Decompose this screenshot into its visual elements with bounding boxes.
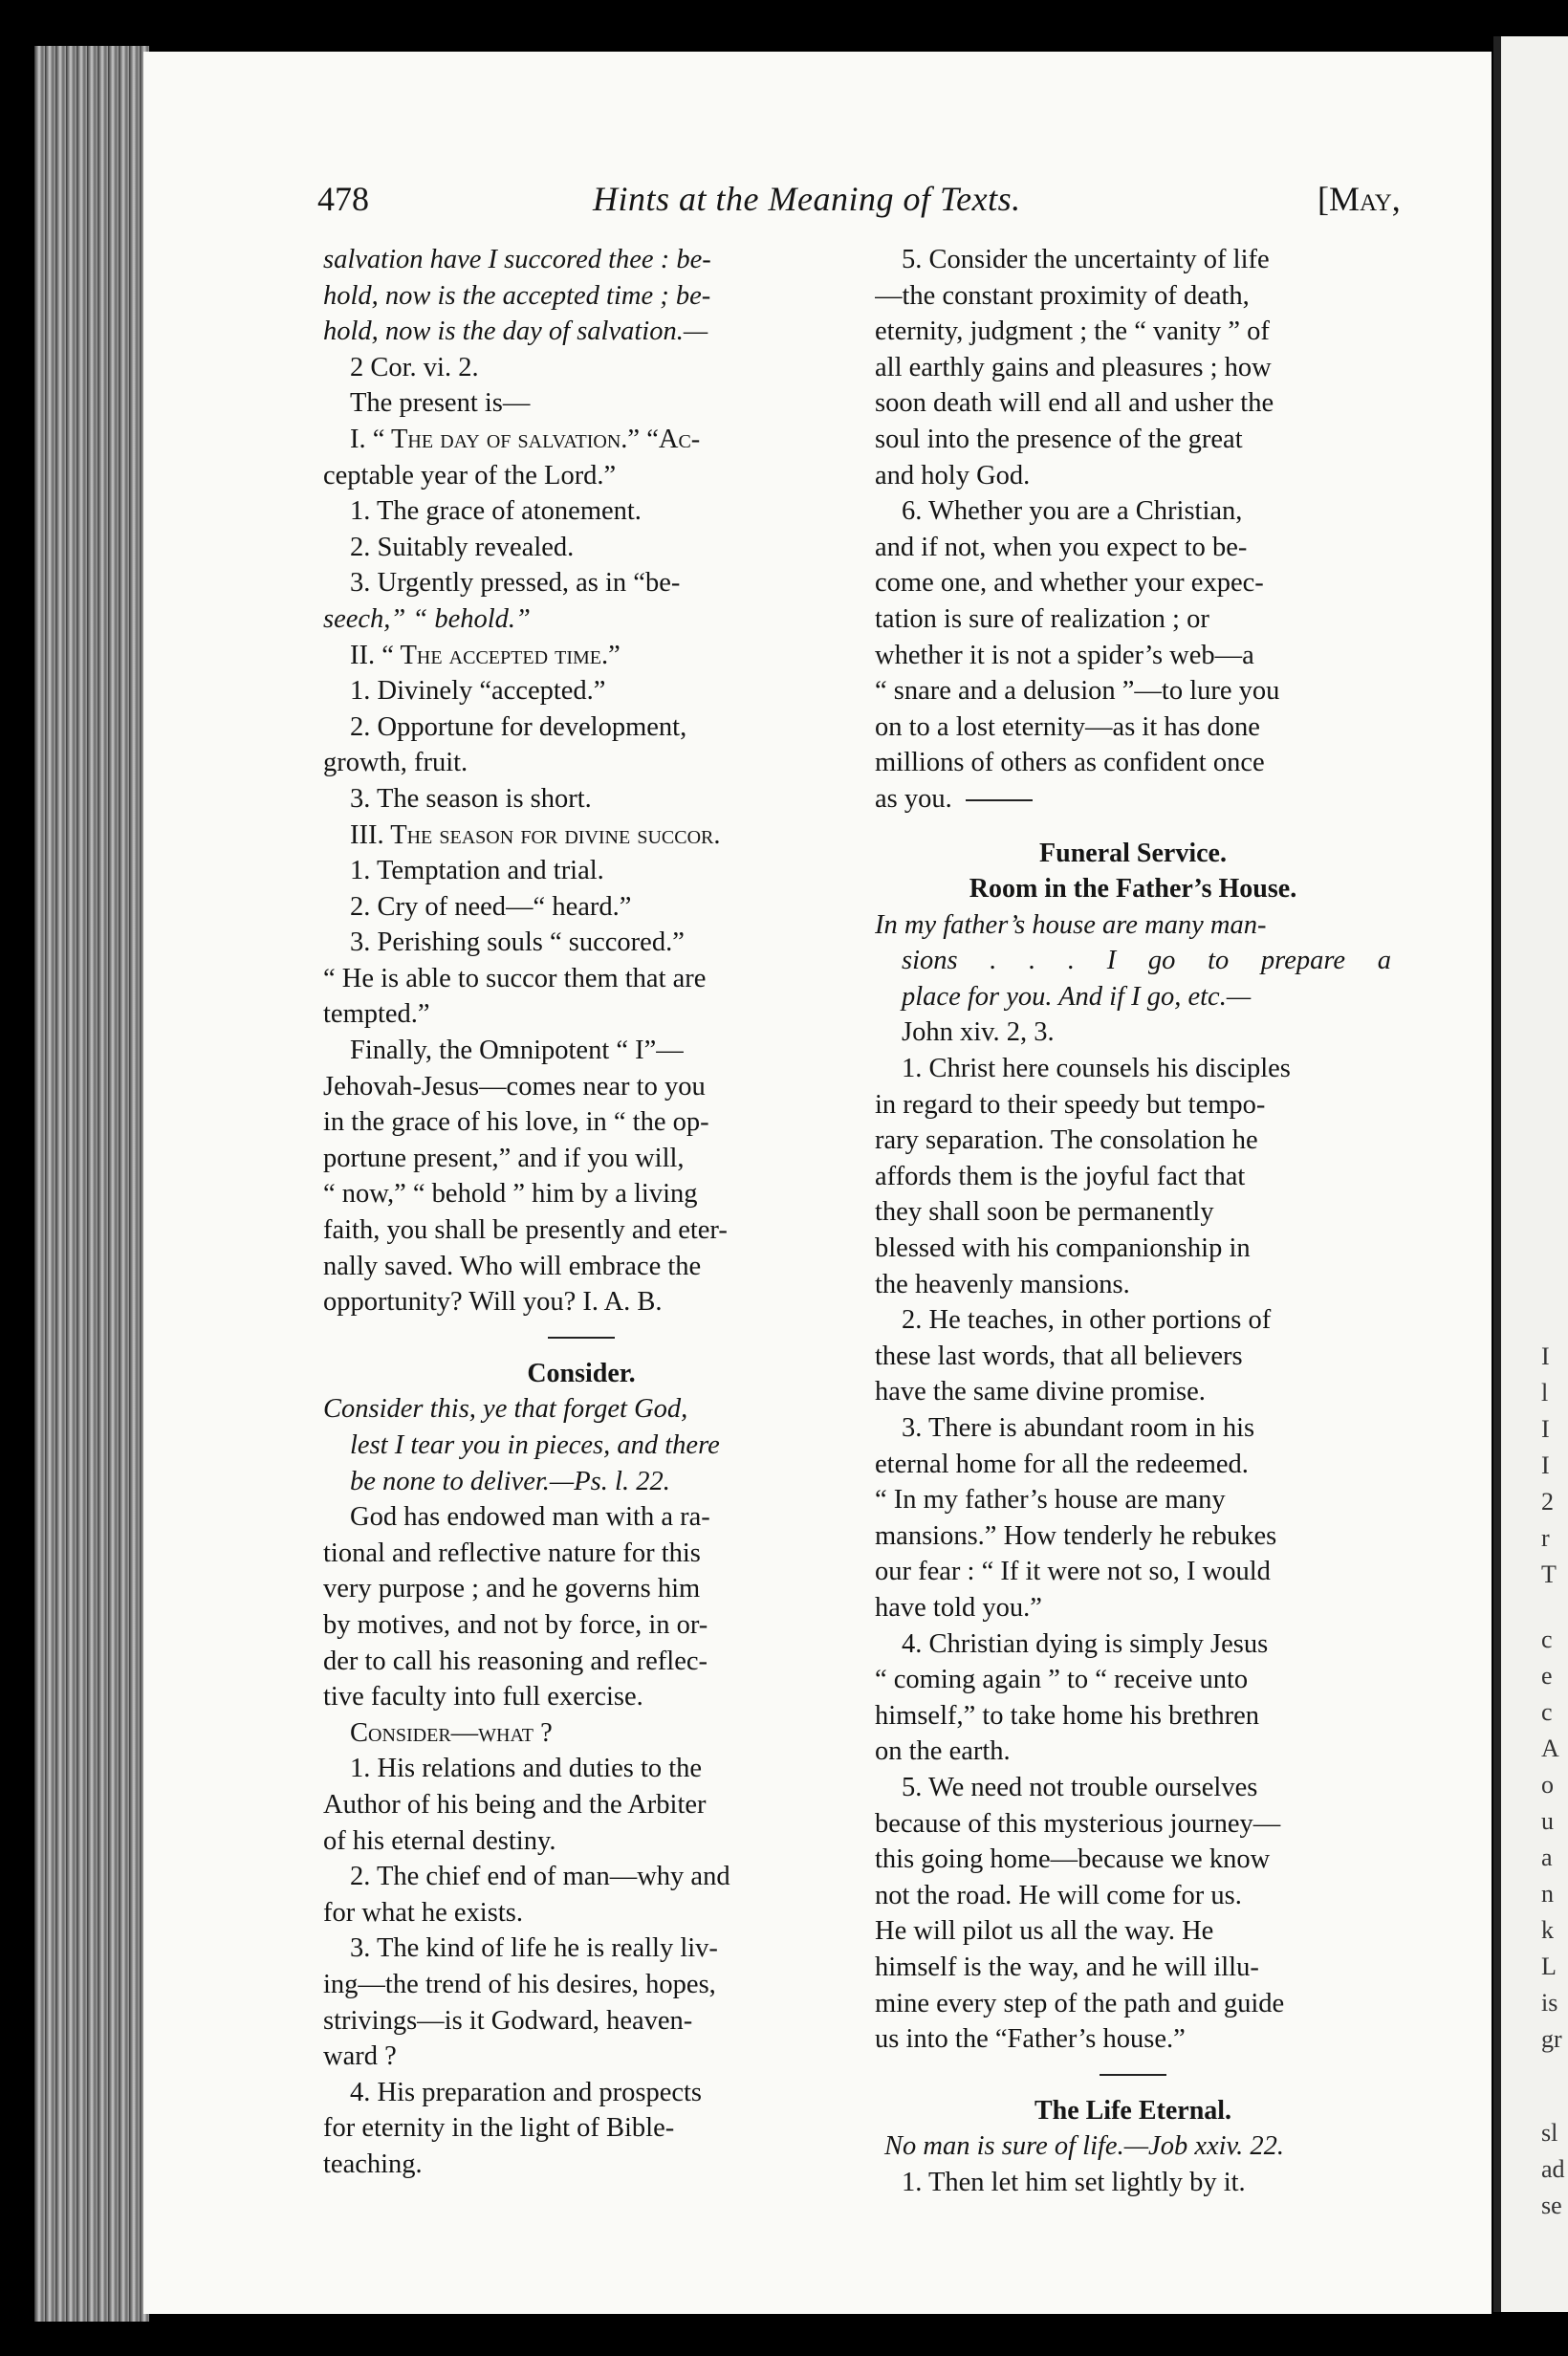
- facing-fragment: ad: [1541, 2155, 1565, 2183]
- text-line: all earthly gains and pleasures ; how: [875, 352, 1272, 382]
- outline-item: 1. The grace of atonement.: [350, 496, 642, 527]
- section-divider: [966, 799, 1033, 801]
- text-line: teaching.: [323, 2149, 423, 2179]
- facing-fragment: o: [1541, 1771, 1554, 1799]
- outline-point: I. “ The day of salvation.” “Ac-: [350, 424, 701, 454]
- facing-fragment: is: [1541, 1989, 1558, 2017]
- text-line: faith, you shall be presently and eter-: [323, 1215, 728, 1246]
- facing-fragment: sl: [1541, 2119, 1558, 2147]
- outline-item: 2. Suitably revealed.: [350, 532, 575, 562]
- text-line: this going home—because we know: [875, 1844, 1271, 1875]
- text-line: place for you. And if I go, etc.—: [902, 981, 1252, 1012]
- gutter-shadow: [1493, 36, 1501, 2312]
- text-line: himself,” to take home his brethren: [875, 1700, 1260, 1731]
- outline-item: 6. Whether you are a Christian,: [902, 496, 1243, 527]
- text-line: the heavenly mansions.: [875, 1269, 1130, 1299]
- scripture-reference: 2 Cor. vi. 2.: [350, 352, 479, 382]
- outline-item: 3. Perishing souls “ succored.”: [350, 927, 685, 958]
- text-line: The present is—: [350, 388, 531, 419]
- text-line: “ He is able to succor them that are: [323, 963, 707, 993]
- text-line: Consider—what ?: [350, 1717, 553, 1748]
- text-line: very purpose ; and he governs him: [323, 1574, 701, 1604]
- facing-fragment: se: [1541, 2192, 1562, 2219]
- facing-fragment: I: [1541, 1415, 1550, 1443]
- outline-item: 3. The kind of life he is really liv-: [350, 1933, 718, 1964]
- text-line: mansions.” How tenderly he rebukes: [875, 1520, 1277, 1551]
- text-line: us into the “Father’s house.”: [875, 2024, 1186, 2055]
- section-heading-life-eternal: The Life Eternal.: [1034, 2095, 1232, 2126]
- text-line: sions . . . I go to prepare a: [902, 946, 1391, 976]
- facing-fragment: l: [1541, 1379, 1549, 1407]
- text-line: soon death will end all and usher the: [875, 388, 1274, 419]
- text-line: in regard to their speedy but tempo-: [875, 1089, 1266, 1120]
- outline-item: 4. Christian dying is simply Jesus: [902, 1628, 1269, 1659]
- text-line: Finally, the Omnipotent “ I”—: [350, 1036, 684, 1066]
- text-line: hold, now is the day of salvation.—: [323, 316, 708, 347]
- text-line: “ snare and a delusion ”—to lure you: [875, 676, 1280, 707]
- text-line: seech,” “ behold.”: [323, 603, 531, 634]
- text-line: eternity, judgment ; the “ vanity ” of: [875, 316, 1270, 347]
- text-line: come one, and whether your expec-: [875, 568, 1264, 599]
- right-column: [875, 242, 1391, 2202]
- text-line: He will pilot us all the way. He: [875, 1916, 1214, 1947]
- text-line: have the same divine promise.: [875, 1377, 1206, 1407]
- facing-fragment: k: [1541, 1916, 1554, 1944]
- outline-item: 3. Urgently pressed, as in “be-: [350, 568, 681, 599]
- text-line: because of this mysterious journey—: [875, 1808, 1281, 1839]
- outline-item: 5. We need not trouble ourselves: [902, 1772, 1258, 1802]
- facing-fragment: n: [1541, 1880, 1554, 1908]
- text-line: Author of his being and the Arbiter: [323, 1789, 707, 1820]
- text-line: whether it is not a spider’s web—a: [875, 640, 1254, 670]
- facing-fragment: I: [1541, 1342, 1550, 1370]
- text-line: rary separation. The consolation he: [875, 1125, 1258, 1156]
- text-line: der to call his reasoning and reflec-: [323, 1646, 708, 1676]
- facing-fragment: T: [1541, 1560, 1557, 1588]
- section-heading-room: Room in the Father’s House.: [969, 874, 1297, 905]
- section-divider: [1100, 2074, 1166, 2076]
- text-line: Consider this, ye that forget God,: [323, 1394, 688, 1425]
- text-line: “ coming again ” to “ receive unto: [875, 1665, 1249, 1695]
- text-line: eternal home for all the redeemed.: [875, 1449, 1249, 1479]
- section-heading-funeral: Funeral Service.: [1039, 838, 1227, 868]
- text-line: tation is sure of realization ; or: [875, 603, 1209, 634]
- text-line: hold, now is the accepted time ; be-: [323, 280, 711, 311]
- text-line: opportunity? Will you? I. A. B.: [323, 1287, 663, 1318]
- text-line: —the constant proximity of death,: [875, 280, 1250, 311]
- text-line: of his eternal destiny.: [323, 1825, 556, 1856]
- text-line: have told you.”: [875, 1592, 1042, 1623]
- text-line: millions of others as confident once: [875, 748, 1265, 778]
- outline-item: 2. Cry of need—“ heard.”: [350, 891, 632, 922]
- running-title: Hints at the Meaning of Texts.: [593, 180, 1021, 218]
- page-number: 478: [317, 180, 369, 218]
- text-line: No man is sure of life.—Job xxiv. 22.: [884, 2131, 1284, 2162]
- text-line: Jehovah-Jesus—comes near to you: [323, 1071, 706, 1102]
- text-line: lest I tear you in pieces, and there: [350, 1430, 720, 1460]
- facing-fragment: L: [1541, 1952, 1557, 1980]
- text-line: they shall soon be permanently: [875, 1197, 1214, 1228]
- text-line: in the grace of his love, in “ the op-: [323, 1107, 709, 1138]
- text-line: In my father’s house are many man-: [875, 909, 1267, 940]
- text-line: God has endowed man with a ra-: [350, 1502, 710, 1533]
- outline-item: 2. Opportune for development,: [350, 711, 687, 742]
- text-line: our fear : “ If it were not so, I would: [875, 1557, 1271, 1587]
- scripture-reference: John xiv. 2, 3.: [902, 1017, 1055, 1048]
- facing-fragment: I: [1541, 1451, 1550, 1479]
- facing-fragment: c: [1541, 1698, 1553, 1726]
- text-line: by motives, and not by force, in or-: [323, 1609, 708, 1640]
- book-page-edges: [34, 46, 149, 2322]
- outline-item: 2. He teaches, in other portions of: [902, 1305, 1272, 1336]
- text-line: ceptable year of the Lord.”: [323, 460, 617, 491]
- text-line: soul into the presence of the great: [875, 424, 1243, 454]
- outline-item: 1. His relations and duties to the: [350, 1754, 703, 1784]
- facing-page-strip: [1493, 36, 1568, 2312]
- facing-fragment: 2: [1541, 1488, 1554, 1516]
- text-line: on to a lost eternity—as it has done: [875, 711, 1260, 742]
- text-line: mine every step of the path and guide: [875, 1988, 1285, 2018]
- text-line: be none to deliver.—Ps. l. 22.: [350, 1466, 670, 1496]
- text-line: these last words, that all believers: [875, 1341, 1243, 1371]
- text-line: [875, 781, 1391, 818]
- outline-item: 1. Divinely “accepted.”: [350, 676, 606, 707]
- facing-fragment: c: [1541, 1625, 1553, 1653]
- text-line: and holy God.: [875, 460, 1031, 491]
- text-line: salvation have I succored thee : be-: [323, 245, 711, 274]
- text-line: for eternity in the light of Bible-: [323, 2113, 675, 2144]
- text-line: tive faculty into full exercise.: [323, 1682, 643, 1712]
- text-line: ward ?: [323, 2041, 397, 2072]
- text-line: “ In my father’s house are many: [875, 1485, 1226, 1516]
- text-line-end: as you.: [875, 783, 952, 814]
- outline-item: 3. The season is short.: [350, 783, 592, 814]
- outline-item: 1. Temptation and trial.: [350, 856, 604, 886]
- facing-fragment: gr: [1541, 2025, 1562, 2053]
- text-line: on the earth.: [875, 1736, 1011, 1767]
- facing-fragment: u: [1541, 1807, 1554, 1835]
- running-month: [May,: [1318, 180, 1401, 218]
- text-line: portune present,” and if you will,: [323, 1143, 685, 1173]
- facing-fragment: A: [1541, 1734, 1559, 1762]
- text-line: nally saved. Who will embrace the: [323, 1251, 702, 1281]
- left-column: [323, 242, 839, 2202]
- text-line: and if not, when you expect to be-: [875, 532, 1248, 562]
- text-line: for what he exists.: [323, 1897, 523, 1928]
- text-line: strivings—is it Godward, heaven-: [323, 2005, 693, 2036]
- spacer: [875, 818, 1391, 836]
- text-line: himself is the way, and he will illu-: [875, 1952, 1259, 1982]
- facing-fragment: a: [1541, 1843, 1553, 1871]
- outline-item: 4. His preparation and prospects: [350, 2077, 703, 2107]
- outline-item: 1. Christ here counsels his disciples: [902, 1054, 1291, 1084]
- outline-item: 5. Consider the uncertainty of life: [902, 245, 1270, 274]
- text-line: tempted.”: [323, 999, 430, 1030]
- text-line: growth, fruit.: [323, 748, 468, 778]
- text-line: affords them is the joyful fact that: [875, 1161, 1246, 1191]
- text-line: tional and reflective nature for this: [323, 1538, 701, 1568]
- text-line: not the road. He will come for us.: [875, 1880, 1242, 1910]
- facing-fragment: r: [1541, 1524, 1550, 1552]
- text-line: “ now,” “ behold ” him by a living: [323, 1179, 698, 1210]
- outline-point: III. The season for divine succor.: [350, 819, 721, 850]
- section-divider: [548, 1337, 615, 1339]
- text-line: blessed with his companionship in: [875, 1233, 1251, 1264]
- outline-item: 3. There is abundant room in his: [902, 1413, 1255, 1443]
- text-line: ing—the trend of his desires, hopes,: [323, 1969, 716, 1999]
- outline-item: 2. The chief end of man—why and: [350, 1862, 730, 1892]
- outline-item: 1. Then let him set lightly by it.: [902, 2167, 1246, 2197]
- section-heading-consider: Consider.: [527, 1358, 636, 1388]
- facing-fragment: e: [1541, 1662, 1553, 1690]
- outline-point: II. “ The accepted time.”: [350, 640, 621, 670]
